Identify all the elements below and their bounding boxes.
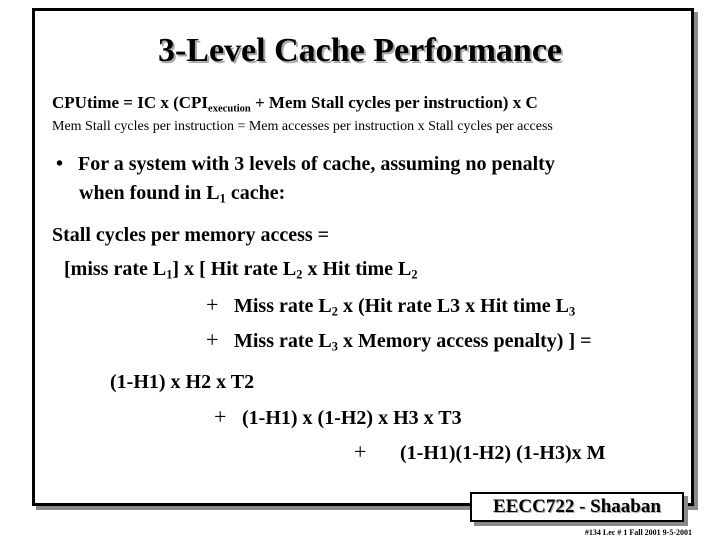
plus-icon: +	[214, 404, 227, 429]
formula-line-2	[206, 292, 575, 318]
plus-icon: +	[206, 292, 219, 317]
mem-stall-equation: Mem Stall cycles per instruction = Mem accesses per instruction x Stall cycles per access	[52, 119, 553, 134]
lecture-meta: #134 Lec # 1 Fall 2001 9-5-2001	[584, 528, 692, 537]
cpu-time-lead: CPUtime = IC x (CPI	[52, 93, 209, 112]
formula-hit-time-l2: x Hit time L	[302, 258, 412, 280]
formula-sub: 2	[296, 267, 303, 282]
formula-sub: 1	[166, 267, 173, 282]
bullet-line-2-pre: when found in L	[79, 182, 220, 204]
result-line-3	[354, 439, 606, 465]
result-line-1: (1-H1) x H2 x T2	[110, 371, 255, 393]
formula-miss-rate-l3: Miss rate L	[234, 330, 332, 352]
formula-memory-penalty: x Memory access penalty) ] =	[337, 330, 592, 352]
cpi-subscript: execution	[208, 103, 251, 115]
formula-sub: 2	[411, 267, 418, 282]
stall-cycles-heading: Stall cycles per memory access =	[52, 224, 330, 246]
bullet-line-1: For a system with 3 levels of cache, assuming no penalty	[78, 153, 555, 175]
cpu-time-equation	[52, 93, 538, 113]
formula-miss-rate-l2: Miss rate L	[234, 295, 332, 317]
formula-hit-rate-l2: ] x [ Hit rate L	[172, 258, 297, 280]
formula-miss-rate-l1: [miss rate L	[64, 258, 167, 280]
slide-title: 3-Level Cache Performance	[157, 32, 563, 69]
bullet-line-2	[79, 182, 285, 205]
formula-line-3	[206, 327, 592, 353]
formula-hit-rate-l3: x (Hit rate L3 x Hit time L	[337, 295, 570, 317]
plus-icon: +	[354, 439, 367, 464]
result-line-3-text: (1-H1)(1-H2) (1-H3)x M	[400, 442, 606, 464]
result-line-2	[214, 404, 462, 430]
formula-sub: 3	[331, 339, 338, 354]
formula-sub: 2	[331, 304, 338, 319]
bullet-icon: •	[56, 153, 64, 175]
bullet-l1-subscript: 1	[219, 191, 226, 206]
plus-icon: +	[206, 327, 219, 352]
formula-line-1	[64, 258, 418, 281]
cpu-time-rest: + Mem Stall cycles per instruction) x C	[250, 93, 538, 112]
bullet-point	[56, 153, 555, 176]
formula-sub: 3	[569, 304, 576, 319]
slide-frame	[32, 8, 694, 506]
result-line-2-text: (1-H1) x (1-H2) x H3 x T3	[242, 407, 462, 429]
bullet-line-2-post: cache:	[225, 182, 286, 204]
course-footer-label: EECC722 - Shaaban	[470, 492, 684, 522]
